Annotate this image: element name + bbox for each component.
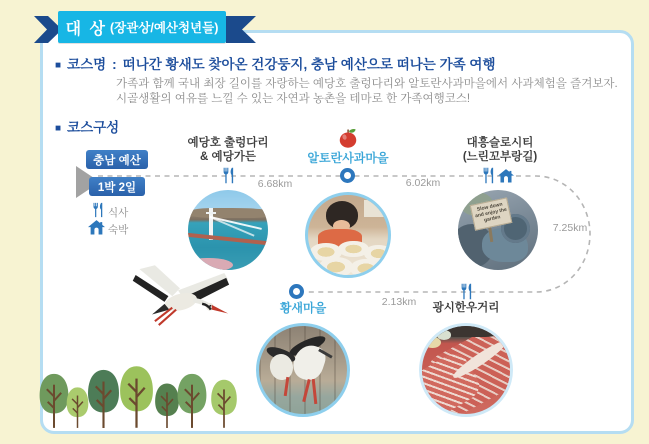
photo-shape: [364, 200, 386, 218]
ribbon-title: 대 상: [65, 20, 107, 38]
legend-meal-label: 식사: [108, 207, 129, 219]
region-badge: 충남 예산: [86, 150, 148, 169]
stop-label-line: 예당호 출렁다리: [187, 137, 269, 149]
course-composition-label: 코스구성: [67, 120, 120, 135]
stop-label-beef-street: 광시한우거리: [432, 302, 500, 314]
flying-stork-icon: [126, 264, 232, 336]
course-description: [116, 77, 618, 107]
slow-city-photo: [458, 190, 538, 270]
house-icon: [88, 220, 105, 235]
duration-badge: 1박 2일: [89, 177, 145, 196]
house-icon: [498, 169, 514, 183]
bullet-icon: ■: [55, 123, 62, 134]
distance-label: 7.25km: [552, 222, 588, 234]
course-name-separator: :: [112, 57, 117, 72]
stop-label-line: (느린꼬부랑길): [462, 151, 538, 163]
bullet-icon: ■: [55, 60, 62, 71]
stop-label-yedangho: [168, 136, 288, 164]
course-description-line2: 시골생활의 여유를 느낄 수 있는 자연과 농촌을 테마로 한 가족여행코스!: [116, 93, 471, 105]
distance-label: 6.68km: [257, 178, 293, 190]
photo-shape: [319, 257, 353, 276]
course-composition-heading: [55, 116, 119, 136]
distance-label: 6.02km: [405, 177, 441, 189]
course-description-line1: 가족과 함께 국내 최장 길이를 자랑하는 예당호 출렁다리와 알토란사과마을에서 사과체험을 즐겨보자.: [116, 78, 618, 90]
course-name-heading: [55, 53, 496, 73]
utensils-icon: [92, 202, 104, 218]
course-name-label: 코스명: [67, 57, 107, 72]
ring-marker: [289, 284, 304, 299]
course-name-text: 떠나간 황새도 찾아온 건강둥지, 충남 예산으로 떠나는 가족 여행: [122, 57, 496, 72]
distance-label: 2.13km: [381, 296, 417, 308]
ribbon-subtitle: (장관상/예산청년들): [109, 21, 219, 35]
utensils-icon: [482, 167, 495, 184]
yedangho-bridge-photo: [188, 190, 268, 270]
utensils-icon: [460, 283, 473, 300]
slow-city-sign: Slow down and enjoy the garden: [469, 197, 512, 230]
ring-marker: [340, 168, 355, 183]
photo-shape: [188, 233, 268, 246]
photo-shape: [206, 212, 216, 214]
photo-shape: [437, 330, 451, 340]
beef-street-photo: [419, 323, 513, 417]
utensils-icon: [222, 167, 235, 184]
ribbon-banner: [58, 11, 226, 43]
stop-label-line: & 예당가든: [200, 151, 256, 163]
stop-label-line: 대흥슬로시티: [466, 137, 534, 149]
legend-stay-label: 숙박: [108, 224, 129, 236]
trees-icon: [36, 360, 244, 430]
ribbon-right-tail-icon: [226, 13, 260, 46]
stop-label-apple-village: 알토란사과마을: [307, 151, 389, 165]
stop-label-stork-village: 황새마을: [279, 301, 327, 315]
stop-label-slowcity: [440, 136, 560, 164]
stork-village-photo: [256, 323, 350, 417]
apple-icon: [336, 127, 360, 149]
photo-shape: [188, 208, 268, 218]
apple-village-photo: [305, 192, 391, 278]
